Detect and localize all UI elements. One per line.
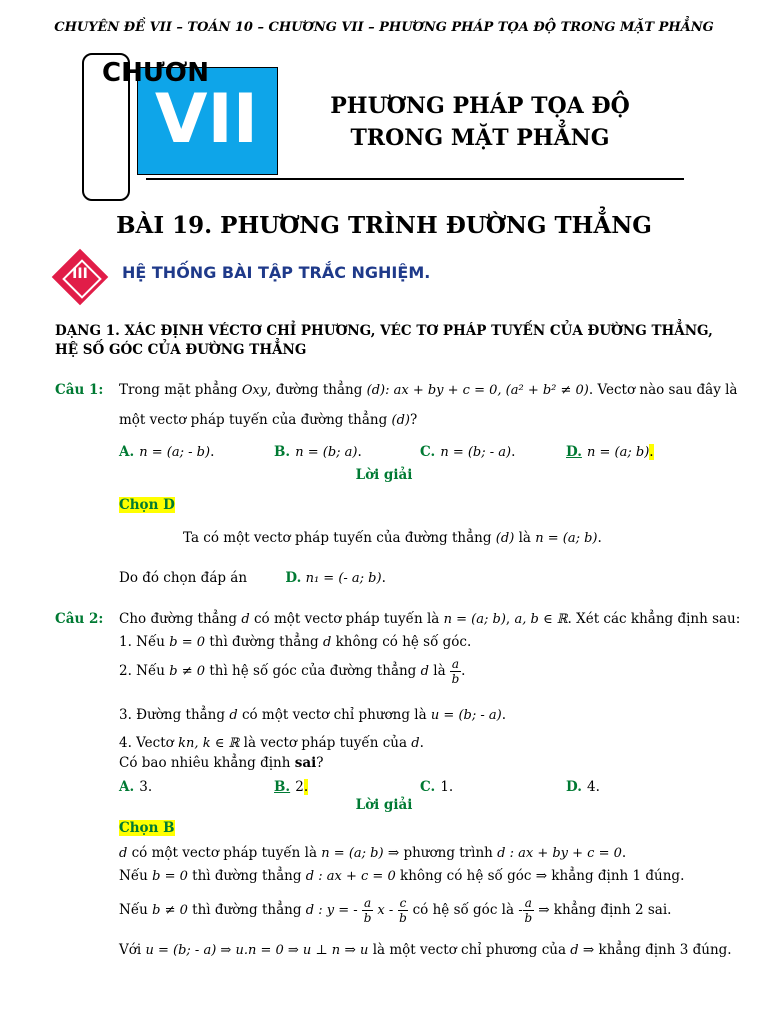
chapter-title-line2: TRONG MẶT PHẲNG xyxy=(350,125,610,151)
q2-r3-f3n: a xyxy=(524,896,532,910)
q2-s1-c: không có hệ số góc. xyxy=(335,634,472,650)
q2-r3-minus: - xyxy=(518,903,523,918)
chapter-underline xyxy=(146,178,684,180)
q2-l1-c: , xyxy=(505,611,511,627)
q1-label: Câu 1: xyxy=(55,382,104,398)
q2-r4-c: khẳng định 3 đúng. xyxy=(598,942,732,958)
q2-l1-a: Cho đường thẳng xyxy=(119,611,238,627)
q2-option-c-tail: . xyxy=(448,779,454,795)
q2-r3-d: khẳng định 2 sai. xyxy=(553,902,672,918)
q1-line2-text: một vectơ pháp tuyến của đường thẳng xyxy=(119,412,388,428)
q2-r3-f1n: a xyxy=(363,896,372,910)
q1-sol1-n: n = (a; b) xyxy=(535,531,598,546)
q2-r1-c: phương trình xyxy=(403,845,493,861)
q1-option-c[interactable] xyxy=(420,441,515,460)
q2-r2-b: thì đường thẳng xyxy=(192,868,302,884)
q2-r1-arrow: ⇒ xyxy=(387,845,400,861)
q1-option-d-tail: . xyxy=(649,444,654,460)
q2-option-b[interactable] xyxy=(274,776,308,795)
q2-ask xyxy=(119,755,323,771)
running-header: CHUYÊN ĐỀ VII – TOÁN 10 – CHƯƠNG VII – PHƯƠNG PHÁP TỌA ĐỘ TRONG MẶT PHẲNG xyxy=(54,20,714,35)
q2-r4-a: Với xyxy=(119,942,142,958)
q1-sol1-b: là xyxy=(518,530,531,546)
q2-r3-frac3 xyxy=(523,896,534,925)
q1-q: ? xyxy=(409,412,418,428)
q2-r3-eq2: x - xyxy=(377,903,394,918)
q2-s1-b: thì đường thẳng xyxy=(209,634,319,650)
q2-s3-a: 3. Đường thẳng xyxy=(119,707,226,723)
q1-sol1-a: Ta có một vectơ pháp tuyến của đường thẳng xyxy=(183,530,492,546)
q2-s1-d: d xyxy=(322,635,332,650)
q2-option-a[interactable] xyxy=(119,776,152,795)
chapter-word: CHƯƠN xyxy=(102,58,210,88)
q2-statement-4 xyxy=(119,735,424,751)
q2-reason-3 xyxy=(119,896,671,925)
q1-d: (d) xyxy=(391,413,410,428)
q2-r3-f3d: b xyxy=(524,911,533,925)
q2-option-a-tail: . xyxy=(147,779,153,795)
q1-line1 xyxy=(119,382,737,398)
q2-r2-d: khẳng định 1 đúng. xyxy=(551,868,685,884)
q2-s4-kn: kn, xyxy=(178,736,199,751)
q2-r2-c: không có hệ số góc xyxy=(400,868,532,884)
q2-option-c-letter: C. xyxy=(420,779,436,795)
q2-l1-n: n = (a; b) xyxy=(443,612,506,627)
q1-sol1-d: (d) xyxy=(495,531,515,546)
q2-r4-arrow: ⇒ xyxy=(344,942,356,958)
q1-option-b-tail: . xyxy=(357,444,362,460)
section-title: HỆ THỐNG BÀI TẬP TRẮC NGHIỆM. xyxy=(122,263,431,282)
q2-s4-b: là vectơ pháp tuyến của xyxy=(243,735,407,751)
q2-l1-ab: a, b ∈ ℝ xyxy=(514,612,568,627)
q1-chon xyxy=(119,494,175,513)
q2-option-a-letter: A. xyxy=(119,779,135,795)
q2-s4-c: . xyxy=(419,735,424,751)
q2-r4-arrow2: ⇒ xyxy=(582,942,595,958)
q2-l1-b: có một vectơ pháp tuyến là xyxy=(253,611,440,627)
q1-text-b: , đường thẳng xyxy=(267,382,363,398)
q2-r4-b: là một vectơ chỉ phương của xyxy=(372,942,566,958)
dang-heading-line1: DẠNG 1. XÁC ĐỊNH VÉCTƠ CHỈ PHƯƠNG, VÉC TƠ PHÁP TUYẾN CỦA ĐƯỜNG THẲNG, xyxy=(55,323,713,339)
q1-option-d[interactable] xyxy=(566,441,654,460)
q1-sol2-a: Do đó chọn đáp án xyxy=(119,570,248,586)
q2-r1-eq: d : ax + by + c = 0 xyxy=(497,846,622,861)
q2-ask-a: Có bao nhiêu khẳng định xyxy=(119,755,291,771)
q1-option-a-tail: . xyxy=(210,444,215,460)
q2-s1-a: 1. Nếu xyxy=(119,634,165,650)
q1-sol1-c: . xyxy=(597,530,602,546)
q2-label: Câu 2: xyxy=(55,611,104,627)
q1-option-a[interactable] xyxy=(119,441,214,460)
q1-option-d-letter: D. xyxy=(566,444,582,460)
q2-s3-u: u = (b; - a) xyxy=(430,708,502,723)
q2-l1-d-text: . Xét các khẳng định sau: xyxy=(567,611,741,627)
q1-option-b-value: n = (b; a) xyxy=(295,445,358,460)
q2-statement-3 xyxy=(119,707,506,723)
q2-s2-cond: b ≠ 0 xyxy=(169,664,206,679)
q1-sol2-n: n₁ = (- a; b) xyxy=(305,571,382,586)
q2-option-d[interactable] xyxy=(566,776,600,795)
q2-s3-c: . xyxy=(501,707,507,723)
q2-statement-1 xyxy=(119,634,471,650)
q2-r2-eq: d : ax + c = 0 xyxy=(305,869,396,884)
q1-line2 xyxy=(119,412,417,428)
q1-text-c: . Vectơ nào sau đây là xyxy=(588,382,738,398)
q2-line1 xyxy=(119,611,740,627)
q2-r4-d: d xyxy=(570,943,579,958)
q2-ask-c: ? xyxy=(316,755,324,771)
q2-option-c-value: 1 xyxy=(440,779,449,795)
q2-chon-text: Chọn B xyxy=(119,820,175,836)
q2-r3-f2n: c xyxy=(399,896,407,910)
q2-s2-c: là xyxy=(433,663,446,679)
q2-loigiai: Lời giải xyxy=(355,797,413,813)
chapter-number: VII xyxy=(154,80,259,159)
q1-option-c-tail: . xyxy=(511,444,516,460)
q1-chon-text: Chọn D xyxy=(119,497,175,513)
q2-chon xyxy=(119,817,175,836)
q2-s3-b: có một vectơ chỉ phương là xyxy=(241,707,427,723)
q2-reason-2 xyxy=(119,868,684,884)
q1-option-c-value: n = (b; - a) xyxy=(440,445,512,460)
q2-option-d-value: 4 xyxy=(587,779,596,795)
q2-r2-arrow: ⇒ xyxy=(535,868,548,884)
q2-s2-num: a xyxy=(451,657,460,671)
q2-r1-d: d xyxy=(119,846,128,861)
q2-s4-k: k ∈ ℝ xyxy=(202,736,240,751)
q2-option-b-letter: B. xyxy=(274,779,291,795)
q1-option-b-letter: B. xyxy=(274,444,291,460)
q2-statement-2 xyxy=(119,657,465,686)
q1-solution-line1 xyxy=(183,530,602,546)
q2-r1-n: n = (a; b) xyxy=(321,846,384,861)
q2-s4-d: d xyxy=(411,736,420,751)
q1-option-c-letter: C. xyxy=(420,444,436,460)
q1-option-a-value: n = (a; - b) xyxy=(139,445,211,460)
q2-r3-f2d: b xyxy=(399,911,407,925)
q1-sol2-c: . xyxy=(381,570,386,586)
q2-r2-a: Nếu xyxy=(119,868,148,884)
q1-solution-line2 xyxy=(119,570,386,586)
q1-loigiai: Lời giải xyxy=(355,467,413,483)
q2-option-b-value: 2 xyxy=(295,779,304,795)
q2-reason-1 xyxy=(119,845,626,861)
q1-option-b[interactable] xyxy=(274,441,362,460)
q2-r3-frac1 xyxy=(362,896,373,925)
q2-r3-eq1: d : y = - xyxy=(305,903,358,918)
q2-r3-cond: b ≠ 0 xyxy=(152,903,188,918)
q2-r1-d-text: . xyxy=(621,845,627,861)
q2-s2-b: thì hệ số góc của đường thẳng xyxy=(209,663,417,679)
q2-r3-c: có hệ số góc là xyxy=(412,902,515,918)
q2-r4-eq: u = (b; - a) ⇒ u.n = 0 ⇒ u ⊥ n xyxy=(145,943,341,958)
dang-heading xyxy=(55,322,715,360)
chapter-title-line1: PHƯƠNG PHÁP TỌA ĐỘ xyxy=(330,93,630,119)
q1-oxy: Oxy xyxy=(241,383,268,398)
q2-r4-u: u xyxy=(360,943,369,958)
q1-text-a: Trong mặt phẳng xyxy=(119,382,238,398)
q2-s4-a: 4. Vectơ xyxy=(119,735,174,751)
q2-s2-den: b xyxy=(451,672,460,686)
q1-option-a-letter: A. xyxy=(119,444,135,460)
q2-s2-fraction xyxy=(450,657,461,686)
q2-s2-d: d xyxy=(420,664,429,679)
chapter-title xyxy=(290,90,670,154)
q2-option-d-tail: . xyxy=(595,779,600,795)
q2-option-c[interactable] xyxy=(420,776,453,795)
q2-l1-d: d xyxy=(241,612,250,627)
q2-r3-f1d: b xyxy=(363,911,372,925)
q2-option-d-letter: D. xyxy=(566,779,582,795)
q1-sol2-letter: D. xyxy=(285,570,302,586)
lesson-title: BÀI 19. PHƯƠNG TRÌNH ĐƯỜNG THẲNG xyxy=(116,212,652,239)
q2-r3-frac2 xyxy=(398,896,409,925)
q2-ask-b: sai xyxy=(294,755,317,771)
q2-s2-a: 2. Nếu xyxy=(119,663,165,679)
section-roman-numeral: III xyxy=(72,266,88,282)
q2-r2-cond: b = 0 xyxy=(152,869,188,884)
dang-heading-line2: HỆ SỐ GÓC CỦA ĐƯỜNG THẲNG xyxy=(55,342,307,358)
q2-r3-b: thì đường thẳng xyxy=(192,902,302,918)
q2-s1-cond: b = 0 xyxy=(169,635,206,650)
q2-option-a-value: 3 xyxy=(139,779,148,795)
q2-r3-a: Nếu xyxy=(119,902,148,918)
q2-reason-4 xyxy=(119,942,732,958)
q2-r1-b: có một vectơ pháp tuyến là xyxy=(131,845,317,861)
q2-option-b-tail: . xyxy=(303,779,309,795)
q1-equation: (d): ax + by + c = 0, (a² + b² ≠ 0) xyxy=(366,383,589,398)
q2-s2-d-text: . xyxy=(461,663,466,679)
q1-option-d-value: n = (a; b) xyxy=(587,445,650,460)
q2-s3-d: d xyxy=(229,708,238,723)
q2-r3-arrow: ⇒ xyxy=(538,902,550,918)
